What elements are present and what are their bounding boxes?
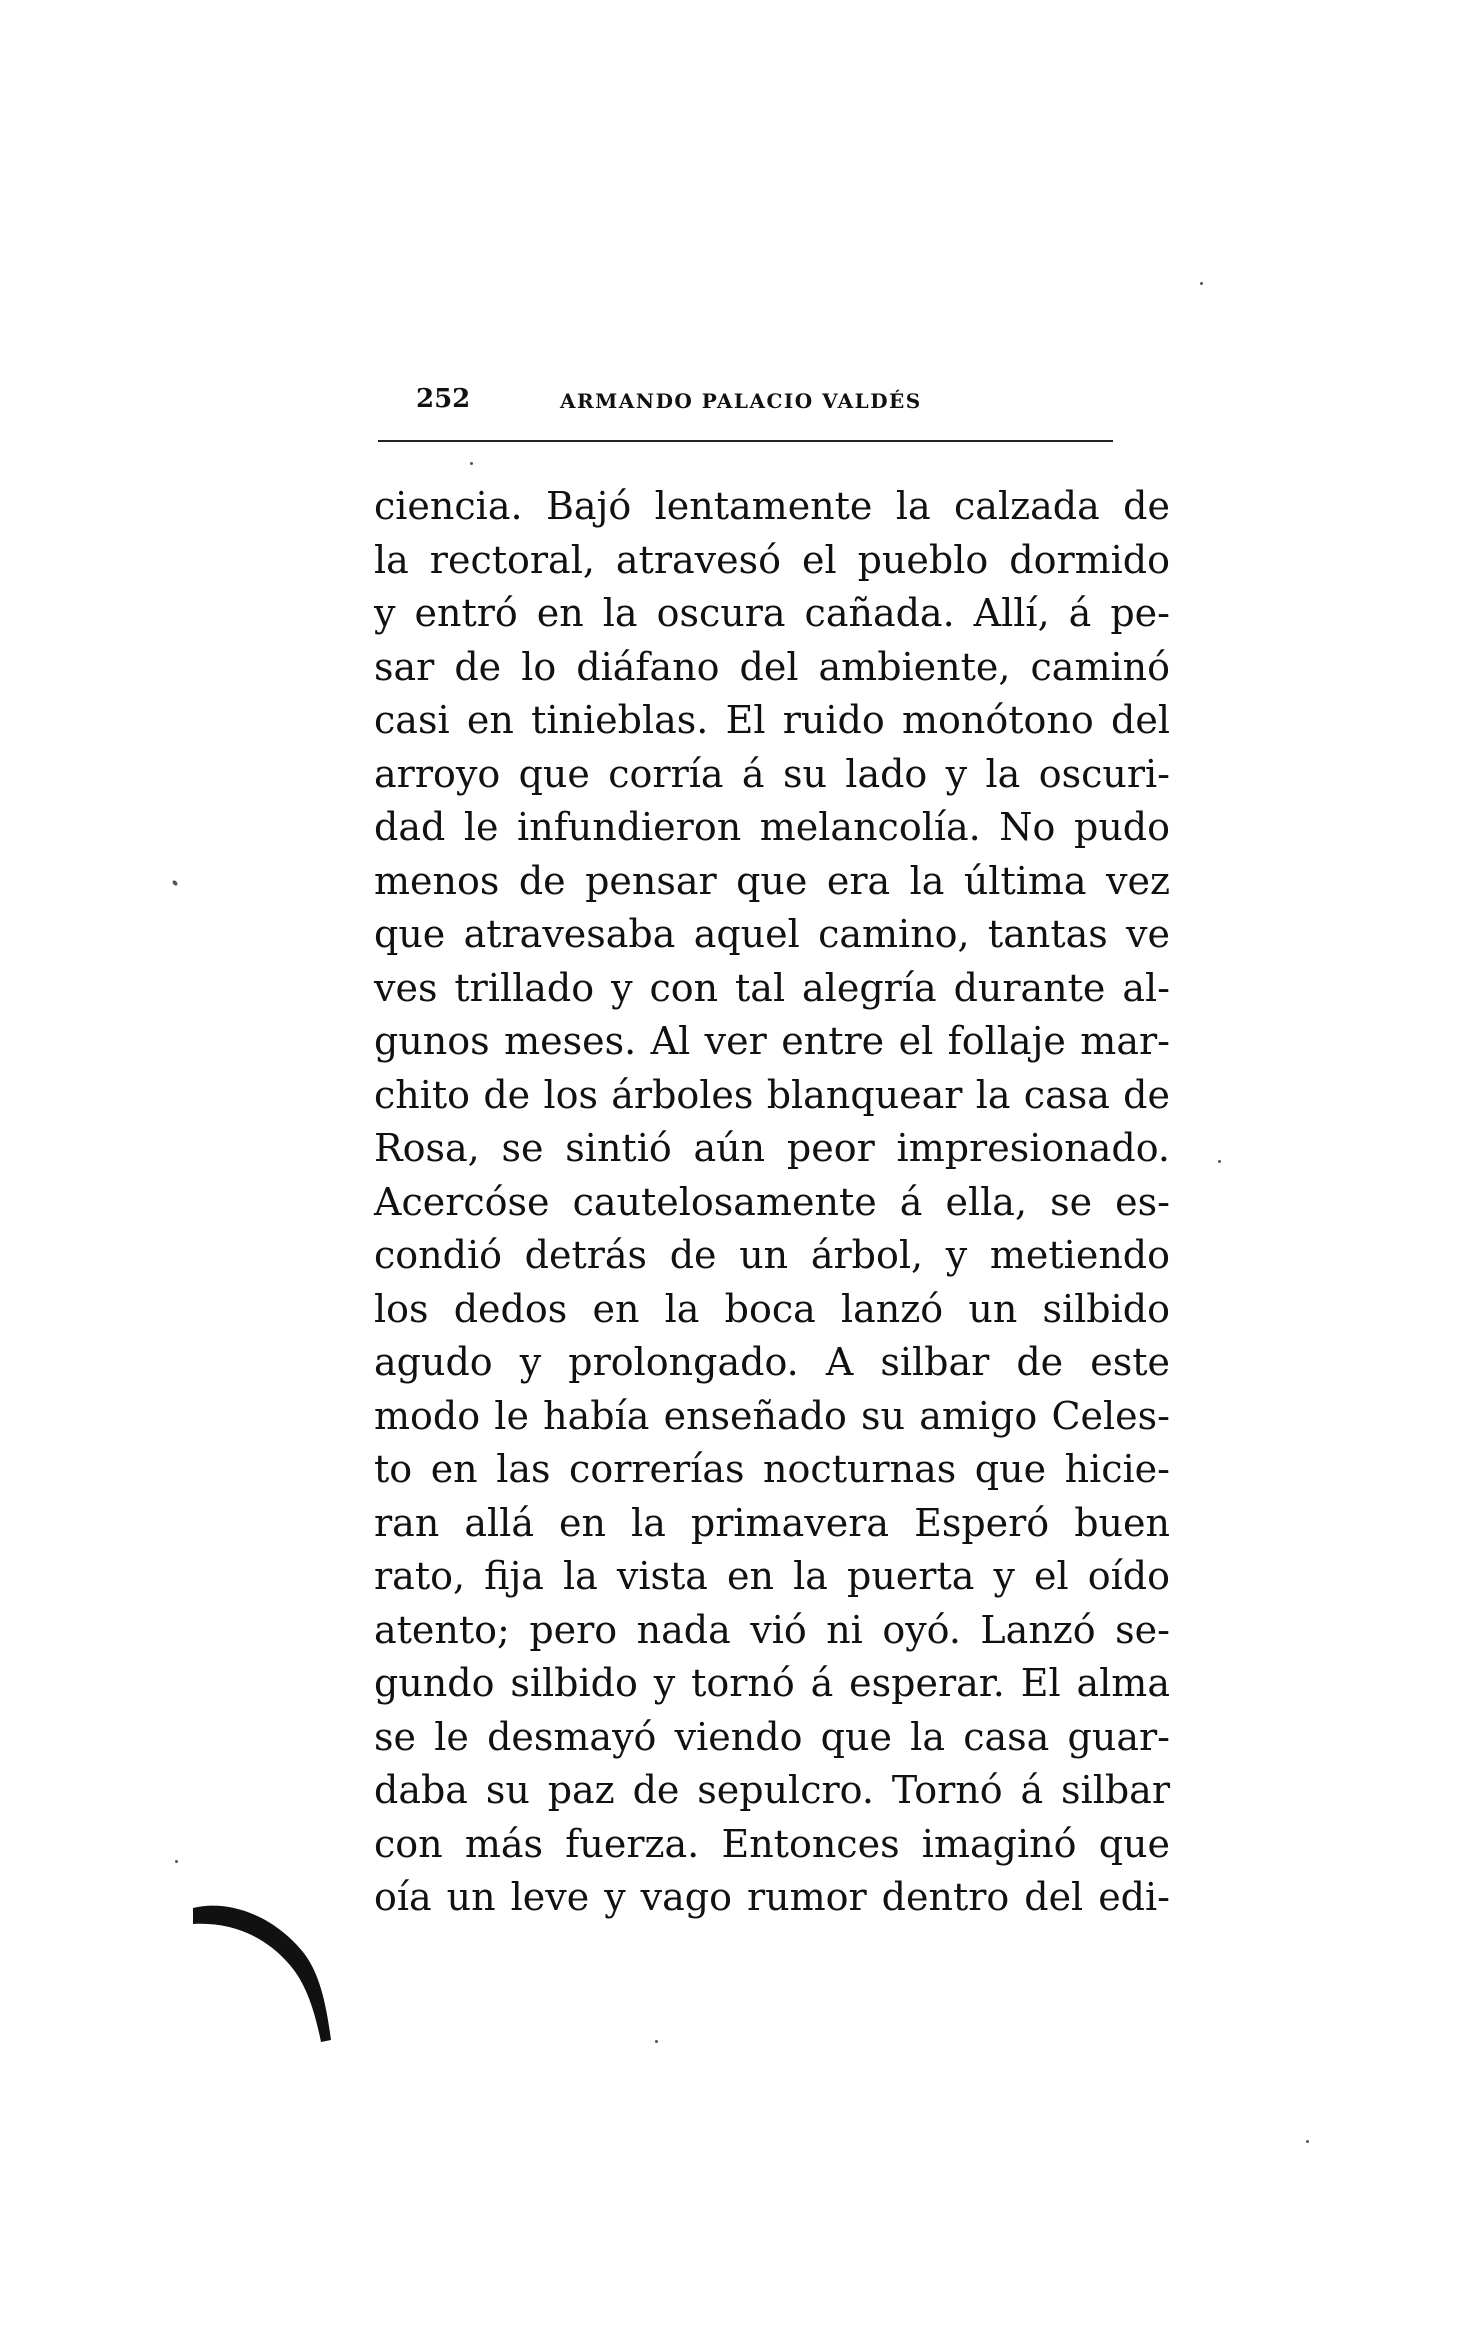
scan-speck — [1306, 2140, 1309, 2143]
text-line: gunos meses. Al ver entre el follaje mar- — [374, 1019, 1170, 1063]
text-line: chito de los árboles blanquear la casa de — [374, 1072, 1170, 1117]
scan-speck — [1218, 1160, 1221, 1163]
text-line: ran allá en la primavera Esperó buen — [374, 1500, 1170, 1545]
text-line: con más fuerza. Entonces imaginó que — [374, 1821, 1170, 1866]
text-line: daba su paz de sepulcro. Tornó á silbar — [374, 1768, 1170, 1812]
body-text — [374, 480, 1170, 1925]
text-line: y entró en la oscura cañada. Allí, á pe- — [374, 591, 1170, 635]
text-line: ciencia. Bajó lentamente la calzada de — [374, 484, 1170, 528]
text-line: Rosa, se sintió aún peor impresionado. — [374, 1126, 1170, 1170]
text-line: agudo y prolongado. A silbar de este — [374, 1340, 1170, 1384]
running-head-author: ARMANDO PALACIO VALDÉS — [560, 389, 922, 413]
text-line: gundo silbido y tornó á esperar. El alma — [374, 1661, 1170, 1705]
page-number: 252 — [416, 384, 471, 414]
text-line: modo le había enseñado su amigo Celes- — [374, 1393, 1170, 1438]
text-line: los dedos en la boca lanzó un silbido — [374, 1286, 1170, 1331]
text-line: la rectoral, atravesó el pueblo dormido — [374, 537, 1170, 582]
scan-artifact-mark — [185, 1890, 355, 2050]
text-line: menos de pensar que era la última vez — [374, 858, 1170, 903]
running-head — [378, 382, 1113, 422]
scan-speck — [1200, 282, 1203, 285]
text-line: oía un leve y vago rumor dentro del edi- — [374, 1875, 1170, 1919]
header-rule — [378, 440, 1113, 442]
text-line: to en las correrías nocturnas que hicie- — [374, 1447, 1170, 1491]
scan-speck — [655, 2040, 658, 2043]
scan-speck — [172, 879, 179, 886]
text-line: ves trillado y con tal alegría durante al- — [374, 965, 1170, 1010]
text-line: condió detrás de un árbol, y metiendo — [374, 1233, 1170, 1277]
text-line: que atravesaba aquel camino, tantas ve — [374, 912, 1170, 956]
text-line: rato, fija la vista en la puerta y el oído — [374, 1554, 1170, 1598]
scan-speck — [470, 462, 473, 465]
text-line: sar de lo diáfano del ambiente, caminó — [374, 644, 1170, 689]
text-line: arroyo que corría á su lado y la oscuri- — [374, 751, 1170, 796]
text-line: casi en tinieblas. El ruido monótono del — [374, 698, 1170, 742]
text-line: Acercóse cautelosamente á ella, se es- — [374, 1179, 1170, 1224]
text-line: atento; pero nada vió ni oyó. Lanzó se- — [374, 1607, 1170, 1652]
text-line: se le desmayó viendo que la casa guar- — [374, 1714, 1170, 1759]
text-line: dad le infundieron melancolía. No pudo — [374, 805, 1170, 849]
scan-speck — [175, 1860, 178, 1863]
